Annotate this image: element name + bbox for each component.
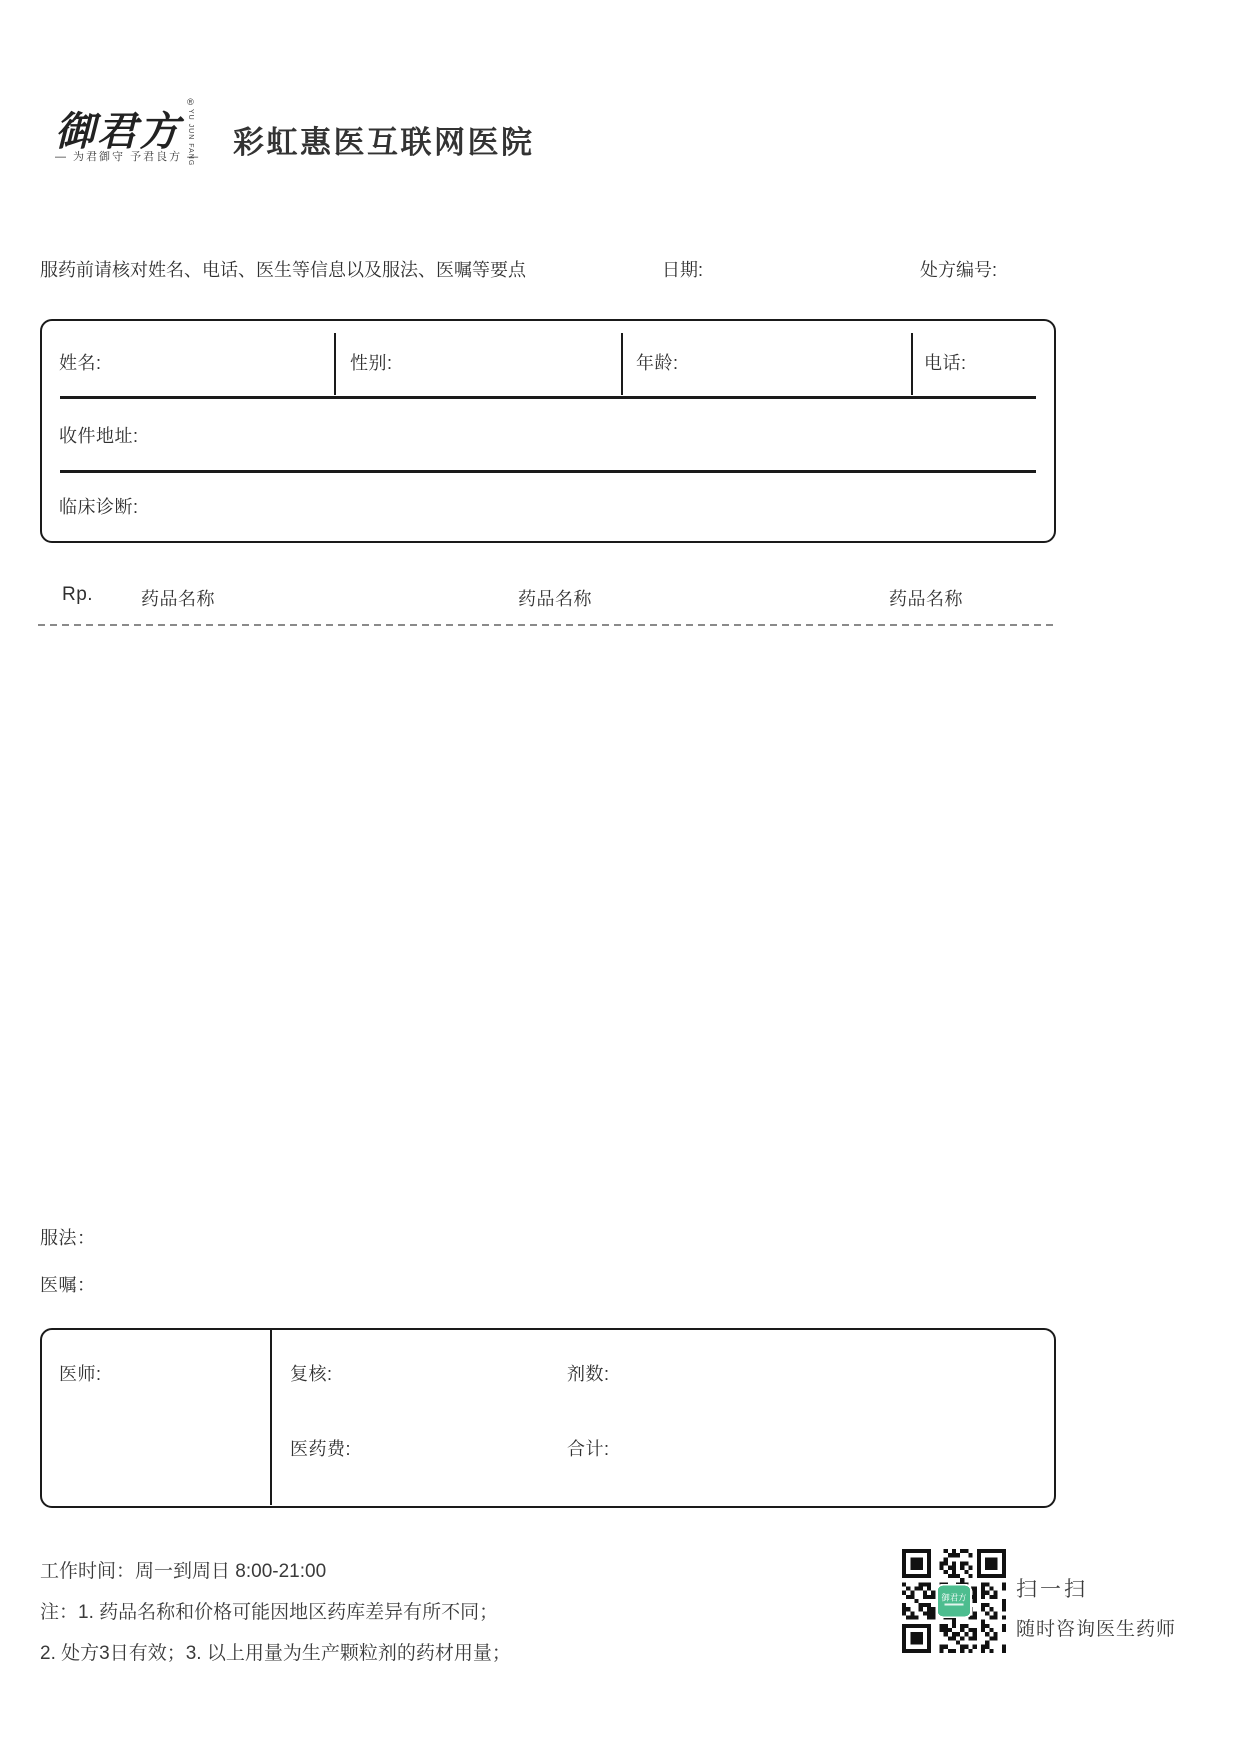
precheck-notice: 服药前请核对姓名、电话、医生等信息以及服法、医嘱等要点	[40, 260, 526, 280]
qr-center-logo	[937, 1585, 971, 1617]
drug-name-column-3: 药品名称	[889, 589, 963, 609]
qr-code	[902, 1549, 1006, 1653]
patient-info-box	[40, 319, 1056, 543]
patient-gender-label: 性别:	[350, 353, 393, 373]
row-divider	[60, 470, 1036, 473]
work-hours-text: 工作时间：周一到周日 8:00-21:00	[40, 1561, 327, 1582]
shipping-address-label: 收件地址:	[59, 426, 139, 446]
scan-hint-label: 扫一扫	[1016, 1578, 1088, 1601]
patient-age-label: 年龄:	[636, 353, 679, 373]
rp-header-row	[0, 584, 1240, 610]
drug-name-column-1: 药品名称	[141, 589, 215, 609]
cell-divider	[621, 333, 623, 395]
qr-center-text: 御君方	[941, 1592, 967, 1603]
rp-label: Rp.	[62, 584, 94, 605]
registered-mark-icon: ®	[187, 97, 194, 107]
date-label: 日期:	[662, 260, 704, 280]
cell-divider	[334, 333, 336, 395]
note-line-2: 2. 处方3日有效；3. 以上用量为生产颗粒剂的药材用量；	[40, 1643, 511, 1664]
medicine-fee-label: 医药费:	[290, 1439, 352, 1459]
note-line-1: 注：1. 药品名称和价格可能因地区药库差异有所不同；	[40, 1602, 499, 1623]
clinical-diagnosis-label: 临床诊断:	[59, 497, 139, 517]
cell-divider	[911, 333, 913, 395]
brand-logo-text: 御君方	[55, 108, 181, 155]
consult-hint-label: 随时咨询医生药师	[1016, 1619, 1177, 1640]
row-divider	[60, 396, 1036, 399]
reviewer-label: 复核:	[290, 1364, 333, 1384]
brand-vertical-text: YU JUN FANG	[187, 109, 194, 167]
drug-name-column-2: 药品名称	[518, 589, 592, 609]
brand-tagline: — 为君御守 予君良方 —	[55, 151, 201, 163]
doctor-advice-label: 医嘱：	[40, 1275, 96, 1295]
dashed-separator	[38, 624, 1057, 626]
signature-box	[40, 1328, 1056, 1508]
signature-box-divider	[270, 1330, 272, 1505]
prescription-blank-area	[40, 630, 1056, 1210]
patient-name-label: 姓名:	[59, 353, 102, 373]
total-label: 合计:	[567, 1439, 610, 1459]
usage-label: 服法：	[40, 1228, 96, 1248]
brand-logo	[55, 92, 245, 167]
doses-label: 剂数:	[567, 1364, 610, 1384]
patient-phone-label: 电话:	[924, 353, 967, 373]
hospital-title: 彩虹惠医互联网医院	[233, 125, 535, 160]
prescription-number-label: 处方编号:	[920, 260, 998, 280]
doctor-label: 医师:	[59, 1364, 102, 1384]
